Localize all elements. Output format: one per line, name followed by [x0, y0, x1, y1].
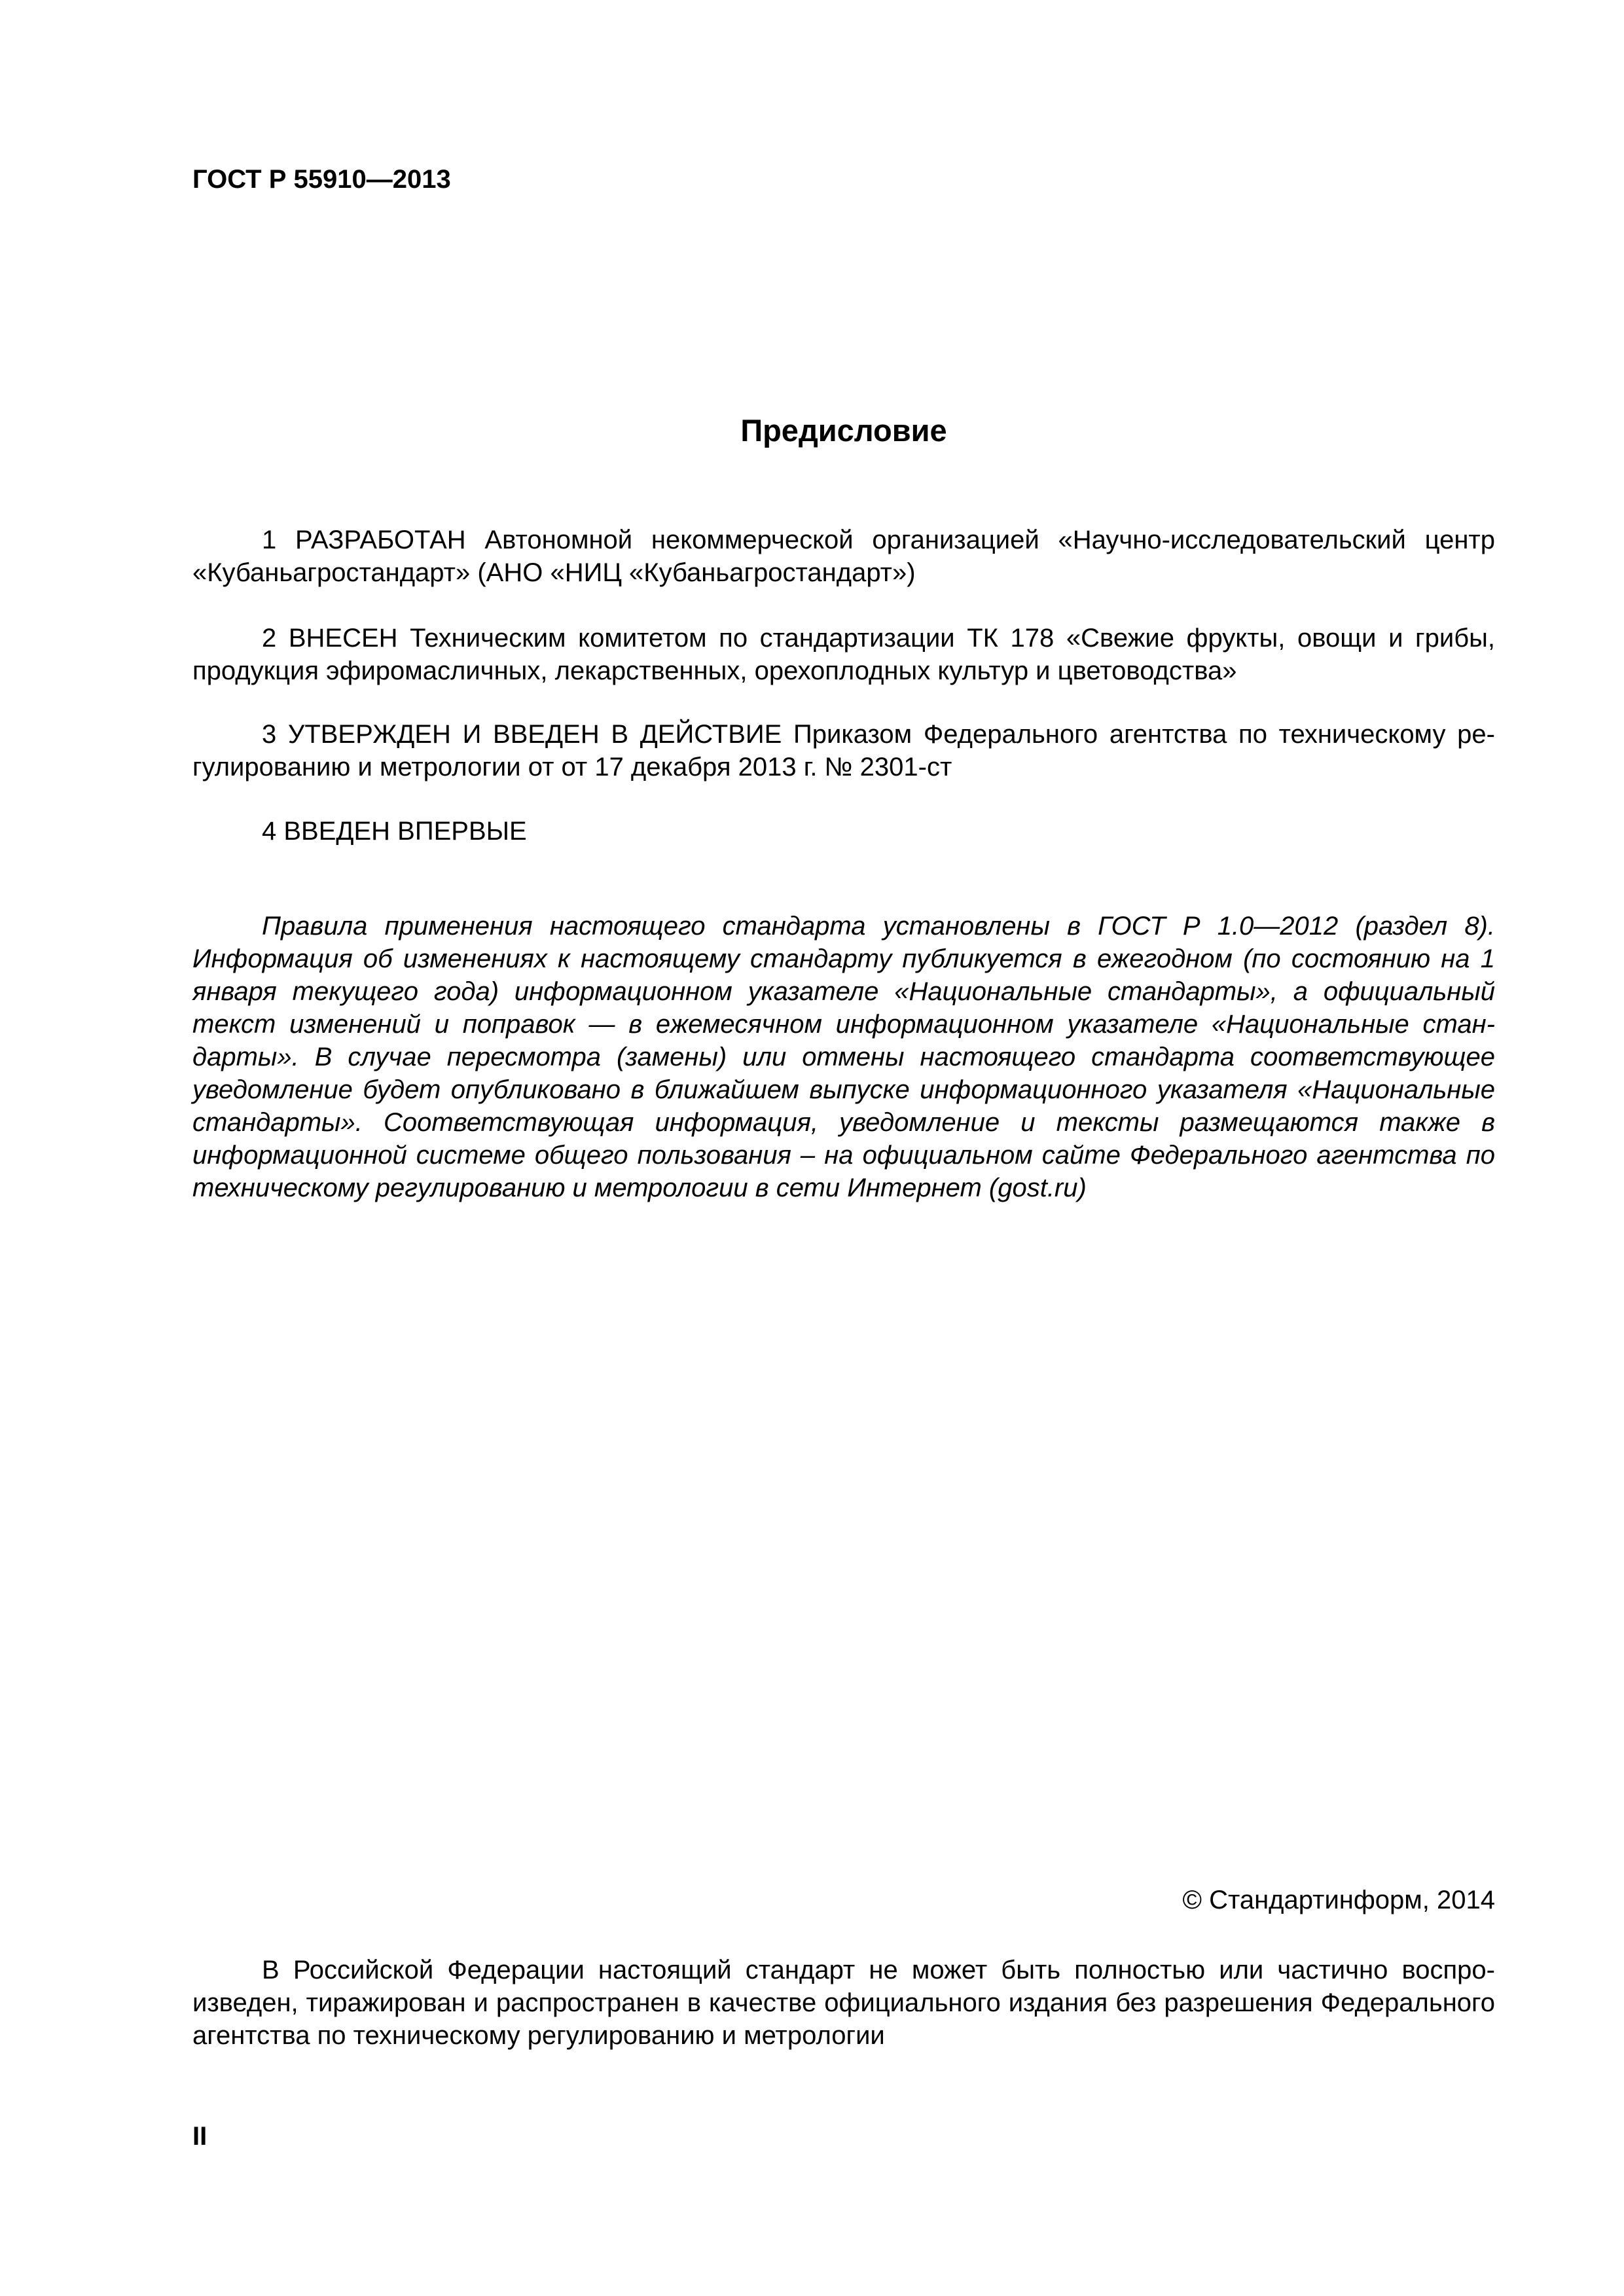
- application-rules-notice: Правила применения настоящего стандарта установлены в ГОСТ Р 1.0—2012 (раздел 8). Информация об изменениях к настоящему стандарту публикуется в ежегодном (по состоянию на 1 января текущего года) информационном указателе «Национальные стандарты», а официальный текст изменений и поправок — в ежемесячном информационном указателе «Национальные стандарты». В случае пересмотра (замены) или отмены настоящего стандарта соответствующее уведомление будет опубликовано в ближайшем выпуске информационного указателя «Национальные стандарты». Соответствующая информация, уведомление и тексты размещаются также в информационной системе общего пользования – на официальном сайте Федерального агентства по техническому регулированию и метрологии в сети Интернет (gost.ru): [192, 912, 1495, 1202]
- paragraph-developed: 1 РАЗРАБОТАН Автономной некоммерческой организацией «Научно-исследовательский центр «Кубаньагростандарт» (АНО «НИЦ «Кубаньагростандарт»): [192, 526, 1495, 587]
- page-title: Предисловие: [740, 413, 947, 448]
- page-number: II: [192, 2122, 208, 2151]
- reproduction-notice: В Российской Федерации настоящий стандарт не может быть полностью или частично воспроизведен, тиражирован и распространен в качестве официального издания без разрешения Федерального агентства по техническому регулированию и метрологии: [192, 1956, 1495, 2050]
- paragraph-approved: 3 УТВЕРЖДЕН И ВВЕДЕН В ДЕЙСТВИЕ Приказом Федерального агентства по техническому регулированию и метрологии от от 17 декабря 2013 г. № 2301-ст: [192, 720, 1495, 781]
- paragraph-first-introduced: 4 ВВЕДЕН ВПЕРВЫЕ: [262, 817, 527, 846]
- document-header: ГОСТ Р 55910—2013: [192, 165, 451, 194]
- copyright-line: © Стандартинформ, 2014: [1182, 1886, 1495, 1914]
- paragraph-introduced: 2 ВНЕСЕН Техническим комитетом по стандартизации ТК 178 «Свежие фрукты, овощи и грибы, продукция эфиромасличных, лекарственных, орехоплодных культур и цветоводства»: [192, 624, 1495, 685]
